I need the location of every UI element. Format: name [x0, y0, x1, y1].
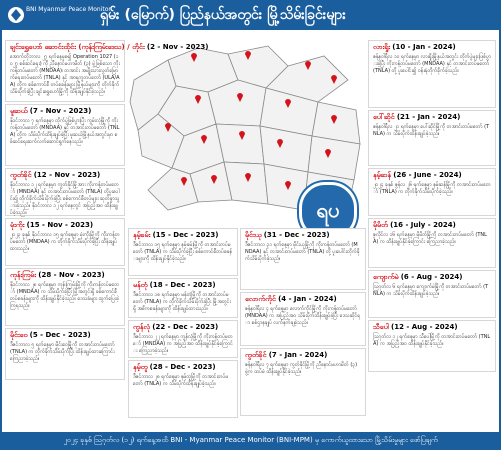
event-heading	[245, 351, 361, 361]
event-text: ဇူလိုင်လ ၁၆ ရက်နေ့မှာ မိုမိတ်မြို့ကို တအာင်းတပ်မတော် (TNLA) က ထိန်းချုပ်နိုင်ခဲ့ကြောင်း ကြေညာခဲ့သည်။	[373, 232, 487, 245]
event-card	[5, 104, 125, 166]
event-date: (18 - Dec - 2023)	[149, 281, 216, 289]
event-heading	[373, 171, 491, 181]
event-heading	[373, 323, 491, 333]
event-location: ကုန်းကြမ်း	[10, 271, 37, 279]
event-card	[5, 168, 125, 216]
event-text: အောက်တိုဘာလ ၂၇ ရက်နေ့မှစ၍ Operation 1027 (၁၀၂၇ စစ်ဆင်ရေး) ကို ညီနောင်မဟာမိတ် (၃) ဖွဲ့ဖြစ်သော ကိုးကန့်တပ်မတော် (MNDAA)၊ တအာင်း အမျိုးသားလွတ်မြောက်ရေးတပ်မတော် (TNLA) နှင့် အာရက္ခတပ်တော် (ULA/AA) တို့က စစ်ကောင်စီ တပ်စခန်းများ မြို့နယ်များကို တိုက်ခိုက်သိမ်းပိုက်ခဲ့ပြီး ချင်းရွှေဟော်မြို့ကို ထိန်းချုပ်နိုင်ခဲ့သည်။	[10, 54, 120, 95]
event-location: ကွတ်ခိုင်	[10, 171, 32, 179]
event-location: သီပေါ	[373, 323, 389, 331]
event-text: နိုဝင်ဘာလ ၇ ရက်နေ့မှာ တိုက်ပွဲဖြစ်ပွားပြီး ကွမ်းလုံမြို့ကို ကိုးကန့်တပ်မတော် (MNDAA) နှင့် တအာင်းတပ်မတော် (TNLA) တို့က သိမ်းပိုက်ထိန်းချုပ်ခဲ့ပြီး မူဆယ်မြို့နယ်အတွင်းမှာ စစ်ဆင်ရေးဆက်လက်ဆောင်ရွက်နေသည်။	[10, 118, 120, 145]
event-date: (5 - Dec - 2023)	[29, 331, 91, 339]
event-card	[5, 218, 125, 266]
event-text: ဒီဇင်ဘာလ ၃၁ ရက်နေ့မှာ မိုင်းယုမြို့ကို ကိုးကန့်တပ်မတော် (MNDAA) နှင့် တအာင်းတပ်မတော် (TNLA) တို့ ပူးပေါင်းတိုက်ခိုက်သိမ်းပိုက်ခဲ့သည်။	[245, 242, 360, 262]
event-heading	[373, 43, 491, 53]
event-date: (15 - Nov - 2023)	[26, 221, 94, 229]
event-card	[368, 40, 496, 108]
event-text: ၂၀၂၄ ခုနှစ် ဇွန်လ ၂၆ ရက်နေ့မှာ နမ့်ဆန်မြို့ကို တအာင်းတပ်မတော် (TNLA) က တိုက်ခိုက်သိမ်းပိုက်ခဲ့သည်။	[373, 182, 491, 195]
event-card	[128, 278, 238, 318]
event-card	[240, 292, 366, 346]
event-text: ဒီဇင်ဘာလ ၅ ရက်နေ့မှာ မိုင်းဝေမြို့ကို တအာင်းတပ်မတော် (TNLA) က တိုက်ခိုက်သိမ်းပိုက်ပြီး ထိန်းချုပ်ထားကြောင်း ကြေညာခဲ့သည်။	[10, 342, 115, 362]
page-title: ရှမ်း (မြောက်) ပြည်နယ်အတွင်း မြို့သိမ်းခြင်းများ	[100, 7, 346, 23]
event-heading	[373, 113, 491, 123]
event-card	[5, 40, 209, 102]
event-location: ကွတ်ခိုင်	[245, 351, 267, 359]
event-card	[368, 218, 496, 268]
event-heading	[373, 273, 491, 283]
event-heading	[133, 363, 233, 373]
event-text: ဇန်နဝါရီလ ၄ ရက်နေ့မှာ လောက်ကိုင်မြို့ကို ကိုးကန့်တပ်မတော် (MNDAA) က အပြည့်အဝ သိမ်းပိုက်ထိန်းချုပ်ခဲ့ပြီး ဒေသဆိုင်ရာ စစ်ဌာနချုပ် လက်နက်ချခဲ့သည်။	[245, 306, 361, 326]
event-text: နိုဝင်ဘာလ ၁၂ ရက်နေ့မှာ ကွတ်ခိုင်မြို့အား ကိုးကန့်တပ်မတော် (MNDAA) နှင့် တအာင်းတပ်မတော် (TNLA) တို့ပူးပေါင်း၍ တိုက်ခိုက်သိမ်းပိုက်ခဲ့ပြီး စစ်ကောင်စီတပ်များ ဆုတ်ခွာသွားခဲ့သည်။ နိုဝင်ဘာလ ၁၂ ရက်နေ့တွင် အပြည့်အဝ ထိန်းချုပ်ခဲ့သည်။	[10, 182, 120, 216]
event-heading	[245, 295, 361, 305]
event-heading	[245, 231, 361, 241]
event-location: မန်တုံ	[133, 281, 148, 289]
event-heading	[10, 271, 120, 281]
event-heading	[133, 323, 233, 333]
event-heading	[373, 221, 491, 231]
event-location: လောက်ကိုင်	[245, 295, 276, 303]
event-location: လားရှိုး	[373, 43, 391, 51]
event-location: နမ့်ခမ်း	[133, 231, 151, 239]
map-region	[216, 124, 264, 164]
event-date: (26 - June - 2024)	[393, 171, 462, 179]
event-location: ကွန်လုံ	[133, 323, 151, 331]
event-heading	[133, 281, 233, 291]
event-heading	[10, 221, 120, 231]
monogram-label: ရပ	[316, 198, 340, 222]
logo-text: BNI Myanmar Peace Monitor	[26, 6, 111, 13]
event-heading	[10, 331, 120, 341]
event-card	[128, 320, 238, 358]
event-text: ဒီဇင်ဘာလ ၂၂ ရက်နေ့မှာ ကွန်လုံမြို့ကို ကိုးကန့်တပ်မတော် (MNDAA) က အပြည့်အဝ ထိန်းချုပ်နိုင်ခဲ့ကြောင်း ကြေညာခဲ့သည်။	[133, 334, 233, 354]
event-text: ဩဂုတ်လ ၆ ရက်နေ့မှာ ကျောက်မဲမြို့ကို တအာင်းတပ်မတော် (TNLA) က သိမ်းပိုက်ထိန်းချုပ်ခဲ့သည်။	[373, 284, 489, 297]
event-location: မိုမိတ်	[373, 221, 388, 229]
event-card	[128, 360, 238, 418]
event-card	[240, 348, 366, 416]
event-card	[5, 268, 125, 326]
event-date: (15 - Dec - 2023)	[152, 231, 219, 239]
event-text: ဒီဇင်ဘာလ ၁၅ ရက်နေ့မှာ နမ့်ခမ်းမြို့ကို တအာင်းတပ်မတော် (TNLA) က သိမ်းပိုက်ခဲ့ပြီး စစ်ကောင်စီတပ်စခန်းများကို ထိန်းချုပ်နိုင်ခဲ့သည်။	[133, 242, 233, 262]
event-location: နမ့်တူ	[133, 363, 148, 371]
event-date: (12 - Aug - 2024)	[391, 323, 458, 331]
event-date: (10 - Jan - 2024)	[392, 43, 456, 51]
event-location: ကျောက်မဲ	[373, 273, 399, 281]
event-date: (7 - Nov - 2023)	[29, 107, 92, 115]
event-date: (12 - Nov - 2023)	[33, 171, 101, 179]
event-text: နိုဝင်ဘာလ ၂၈ ရက်နေ့မှာ ကုန်းကြမ်းမြို့ကို ကိုးကန့်တပ်မတော် (MNDAA) က သိမ်းပိုက်ခဲ့ပြီး မြို့အတွင်းရှိ စစ်ကောင်စီတပ်စခန်းများကို ထိန်းချုပ်နိုင်ခဲ့သည်။ ဒေသခံများ ထွက်ပြေးခဲ့ကြရသည်။	[10, 282, 120, 309]
event-text: ဇန်နဝါရီလ ၁၀ ရက်နေ့မှာ လားရှိုးမြို့နယ်အတွင်း တိုက်ပွဲများဖြစ်ပွားခဲ့ပြီး ကိုးကန့်တပ်မတော် (MNDAA) နှင့် တအာင်းတပ်မတော် (TNLA) တို့ ပူးပေါင်း၍ ဝန်းရံတိုက်ခိုက်ခဲ့သည်။	[373, 54, 491, 74]
event-heading	[10, 43, 209, 53]
event-card	[368, 270, 496, 318]
event-heading	[10, 171, 120, 181]
event-location: မိုင်းယု	[245, 231, 262, 239]
event-text: ၂၀၂၃ ခုနှစ် နိုဝင်ဘာလ ၁၅ ရက်နေ့မှာ မုံးကိုးမြို့ကို ကိုးကန့်တပ်မတော် (MNDAA) က တိုက်ခိုက်သိမ်းပိုက်ခဲ့ပြီး ထိန်းချုပ်ထားသည်။	[10, 232, 120, 252]
event-heading	[10, 107, 120, 117]
event-text: ဩဂုတ်လ ၁၂ ရက်နေ့မှာ သီပေါမြို့ကို တအာင်းတပ်မတော် (TNLA) က အပြည့်အဝ ထိန်းချုပ်နိုင်ခဲ့သည်။	[373, 334, 491, 347]
event-card	[5, 328, 125, 380]
event-text: ဒီဇင်ဘာလ ၂၈ ရက်နေ့မှာ နမ့်တူမြို့ကို တအာင်းတပ်မတော် (TNLA) က သိမ်းပိုက်ထိန်းချုပ်ခဲ့သည်။	[133, 374, 229, 387]
event-card	[368, 320, 496, 372]
event-card	[240, 228, 366, 290]
event-text: ဇန်နဝါရီလ ၇ ရက်နေ့မှာ ကွတ်ခိုင်မြို့ကို ညီနောင်မဟာမိတ် (၃) ဖွဲ့က ထပ်မံ ထိန်းချုပ်နိုင်ခဲ့သည်။	[245, 362, 358, 375]
event-card	[128, 228, 238, 276]
event-date: (2 - Nov - 2023)	[146, 43, 209, 51]
event-date: (28 - Dec - 2023)	[149, 363, 216, 371]
event-date: (31 - Dec - 2023)	[263, 231, 330, 239]
event-location: မိုင်းဝေ	[10, 331, 28, 339]
event-date: (7 - Jan - 2024)	[268, 351, 328, 359]
event-date: (6 - Aug - 2024)	[400, 273, 463, 281]
event-location: မူဆယ်	[10, 107, 28, 115]
event-date: (28 - Nov - 2023)	[38, 271, 105, 279]
event-card	[368, 168, 496, 216]
event-date: (21 - Jan - 2024)	[396, 113, 461, 121]
footer-bar	[0, 432, 501, 450]
event-heading	[133, 231, 233, 241]
event-text: ဒီဇင်ဘာလ ၁၈ ရက်နေ့မှာ မန်တုံမြို့ကို တအာင်းတပ်မတော် (TNLA) က တိုက်ခိုက်သိမ်းပိုက်ခဲ့ပြီး မြို့အတွင်းရှိ အဓိကစခန်းများကို ထိန်းချုပ်ထားသည်။	[133, 292, 231, 312]
event-location: နမ့်ဆန်	[373, 171, 392, 179]
event-date: (4 - Jan - 2024)	[278, 295, 337, 303]
event-card	[368, 110, 496, 166]
event-date: (22 - Dec - 2023)	[152, 323, 219, 331]
event-location: ချင်းရွှေဟော် ဆောင်းထိုင်း (ကုန်းကြမ်းဒေသ) / တိုင်း	[10, 43, 145, 51]
event-text: ဇန်နဝါရီလ ၂၁ ရက်နေ့မှာ ပေါ်ဆိုင်မြို့ကို တအာင်းတပ်မတော် (TNLA) က သိမ်းပိုက်ထိန်းချုပ်ခဲ့သည်။	[373, 124, 490, 137]
event-date: (16 - July - 2024)	[390, 221, 456, 229]
header-bar	[0, 0, 501, 30]
footer-text: ၂၀၂၄ ခုနှစ် ဩဂုတ်လ (၁၂) ရက်နေ့အထိ BNI - Myanmar Peace Monitor (BNI-MPM) မှ ကောက်ယူထားသော မြို့သိမ်းမှုများ ဖော်ပြချက်	[63, 436, 438, 444]
event-location: မုံးကိုး	[10, 221, 25, 229]
event-location: ပေါ်ဆိုင်	[373, 113, 395, 121]
